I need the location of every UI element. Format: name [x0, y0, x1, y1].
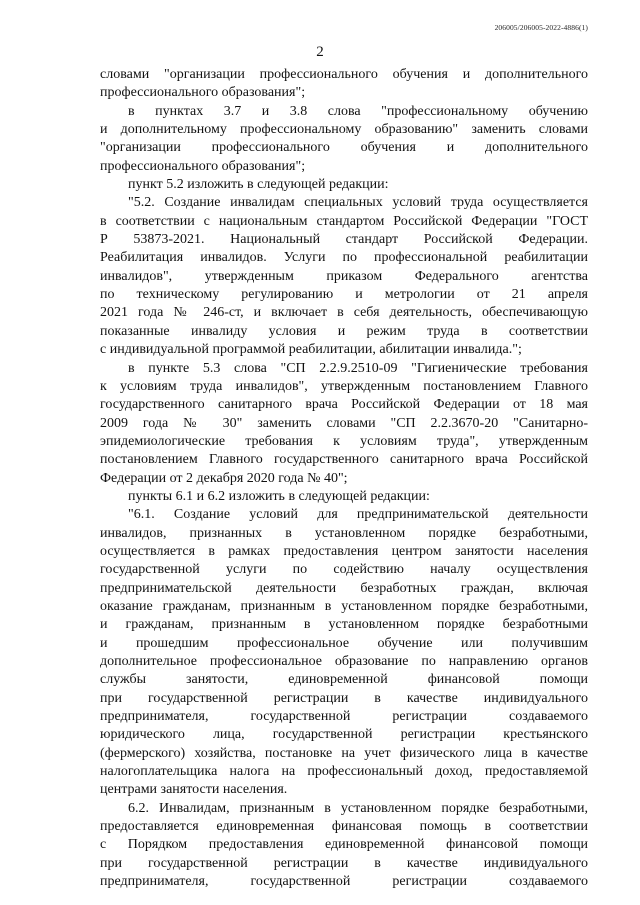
text-line: в соответствии с национальным стандартом Российской Федерации "ГОСТ — [100, 213, 588, 229]
text-line: словами "организации профессионального обучения и дополнительного — [100, 67, 588, 82]
paragraph — [100, 488, 588, 506]
text-line: с Порядком предоставления единовременной финансовой помощи — [100, 837, 588, 853]
text-line: и прошедшим профессиональное обучение или получившим — [100, 635, 588, 651]
text-line: и дополнительному профессиональному образованию" заменить словами — [100, 122, 588, 138]
text-line: предпринимательской деятельности безработных граждан, включая — [100, 580, 588, 596]
text-line: 2009 года № 30" заменить словами "СП 2.2.3670-20 "Санитарно- — [100, 415, 588, 431]
text-line: к условиям труда инвалидов", утвержденным постановлением Главного — [100, 378, 588, 394]
text-line: "организации профессионального обучения и дополнительного — [100, 140, 588, 156]
text-line: инвалидов", утвержденным приказом Федерального агентства — [100, 268, 588, 284]
text-line: дополнительное профессиональное образование по направлению органов — [100, 654, 588, 669]
text-line: в пункте 5.3 слова "СП 2.2.9.2510-09 "Гигиенические требования — [128, 360, 588, 376]
text-line: и гражданам, признанным в установленном порядке безработными — [100, 617, 588, 633]
document-body — [100, 66, 588, 891]
paragraph — [100, 66, 588, 103]
paragraph — [100, 506, 588, 800]
text-line: 6.2. Инвалидам, признанным в установленном порядке безработными, — [128, 800, 588, 816]
text-line: государственного санитарного врача Российской Федерации от 18 мая — [100, 397, 588, 413]
text-line: показанные инвалиду условия и режим труда в соответствии — [100, 323, 588, 339]
text-line: юридического лица, государственной регистрации крестьянского — [100, 727, 588, 743]
text-line: оказание гражданам, признанным в установленном порядке безработными, — [100, 598, 588, 614]
text-line: по техническому регулированию и метрологии от 21 апреля — [100, 287, 588, 303]
text-line: при государственной регистрации в качестве индивидуального — [100, 855, 588, 871]
text-line: государственной услуги по содействию началу осуществления — [100, 562, 588, 578]
text-line: Р 53873-2021. Национальный стандарт Российской Федерации. — [100, 232, 588, 248]
text-line: (фермерского) хозяйства, постановке на учет физического лица в качестве — [100, 745, 588, 761]
paragraph — [100, 103, 588, 176]
paragraph — [100, 176, 588, 194]
text-line: "5.2. Создание инвалидам специальных условий труда осуществляется — [128, 195, 588, 211]
text-line: инвалидов, признанных в установленном порядке безработными, — [100, 525, 588, 541]
text-line: службы занятости, единовременной финансовой помощи — [100, 672, 588, 688]
text-line: с индивидуальной программой реабилитации, абилитации инвалида."; — [100, 342, 522, 358]
text-line: предпринимателя, государственной регистрации создаваемого — [100, 874, 588, 890]
text-line: "6.1. Создание условий для предпринимательской деятельности — [128, 507, 588, 523]
text-line: Федерации от 2 декабря 2020 года № 40"; — [100, 470, 348, 486]
text-line: пункты 6.1 и 6.2 изложить в следующей редакции: — [128, 488, 430, 504]
text-line: осуществляется в рамках предоставления центром занятости населения — [100, 543, 588, 559]
text-line: постановлением Главного государственного санитарного врача Российской — [100, 452, 588, 468]
text-line: предоставляется единовременная финансовая помощь в соответствии — [100, 819, 588, 835]
text-line: профессионального образования"; — [100, 85, 306, 101]
text-line: в пунктах 3.7 и 3.8 слова "профессиональному обучению — [128, 103, 588, 119]
text-line: эпидемиологические требования к условиям труда", утвержденным — [100, 433, 588, 449]
text-line: предпринимателя, государственной регистрации создаваемого — [100, 709, 588, 725]
paragraph — [100, 800, 588, 892]
paragraph — [100, 194, 588, 359]
text-line: профессионального образования"; — [100, 158, 306, 174]
document-id: 206005/206005-2022-4886(1) — [494, 23, 588, 32]
page-number: 2 — [316, 44, 324, 60]
text-line: пункт 5.2 изложить в следующей редакции: — [128, 177, 389, 193]
text-line: 2021 года № 246-ст, и включает в себя деятельность, обеспечивающую — [100, 305, 588, 321]
text-line: Реабилитация инвалидов. Услуги по профессиональной реабилитации — [100, 250, 588, 266]
text-line: при государственной регистрации в качестве индивидуального — [100, 690, 588, 706]
text-line: налогоплательщика налога на профессиональный доход, предоставляемой — [100, 764, 588, 780]
paragraph — [100, 360, 588, 488]
text-line: центрами занятости населения. — [100, 782, 288, 798]
